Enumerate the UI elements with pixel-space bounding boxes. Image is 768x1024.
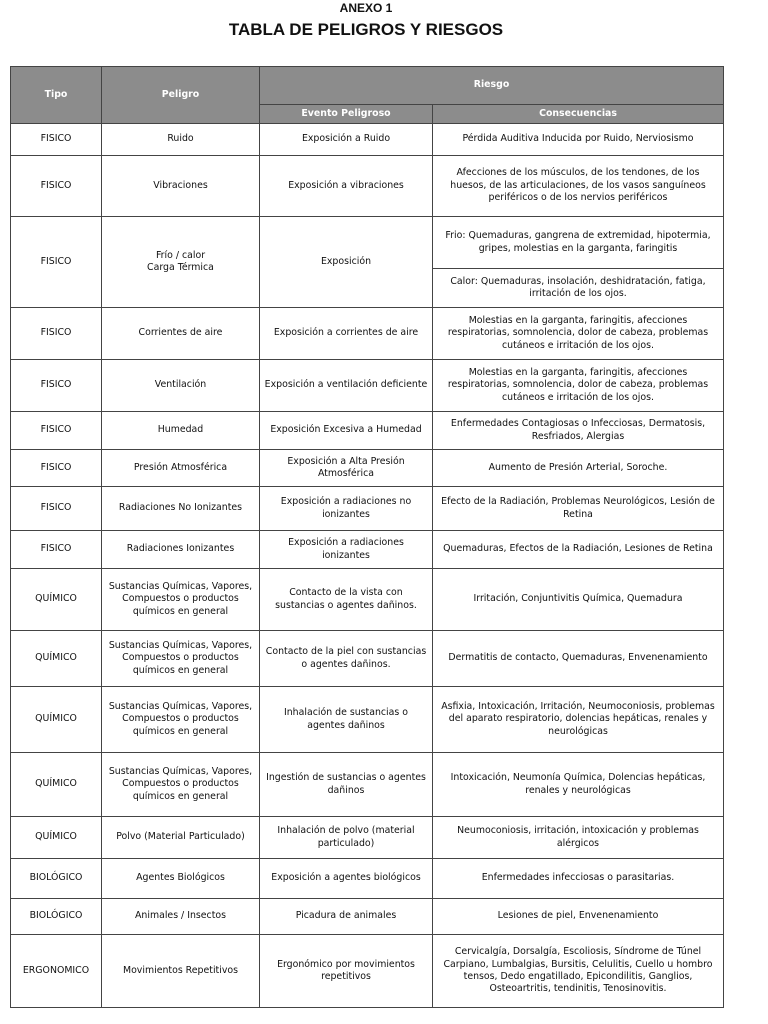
cell-tipo: QUÍMICO xyxy=(11,753,102,817)
table-row xyxy=(11,217,724,269)
table-row xyxy=(11,124,724,156)
cell-consecuencias: Dermatitis de contacto, Quemaduras, Envenenamiento xyxy=(433,631,724,687)
cell-tipo: QUÍMICO xyxy=(11,569,102,631)
cell-peligro: Ventilación xyxy=(102,360,260,412)
table-row xyxy=(11,859,724,899)
cell-consecuencias: Enfermedades Contagiosas o Infecciosas, Dermatosis, Resfriados, Alergias xyxy=(433,412,724,450)
cell-evento: Ergonómico por movimientos repetitivos xyxy=(260,935,433,1008)
cell-tipo: FISICO xyxy=(11,487,102,531)
cell-peligro: Radiaciones Ionizantes xyxy=(102,531,260,569)
cell-peligro: Vibraciones xyxy=(102,156,260,217)
cell-tipo: FISICO xyxy=(11,360,102,412)
header-consecuencias: Consecuencias xyxy=(433,105,724,124)
cell-peligro: Corrientes de aire xyxy=(102,308,260,360)
cell-tipo: FISICO xyxy=(11,308,102,360)
cell-consecuencias: Afecciones de los músculos, de los tendones, de los huesos, de las articulaciones, de los vasos sanguíneos periféricos o de los nervios periféricos xyxy=(433,156,724,217)
cell-tipo: FISICO xyxy=(11,124,102,156)
cell-evento: Exposición xyxy=(260,217,433,308)
table-body xyxy=(11,124,724,1008)
cell-evento: Exposición a agentes biológicos xyxy=(260,859,433,899)
table-row xyxy=(11,569,724,631)
cell-consecuencias: Molestias en la garganta, faringitis, afecciones respiratorias, somnolencia, dolor de cabeza, problemas cutáneos e irritación de los ojos. xyxy=(433,360,724,412)
cell-tipo: BIOLÓGICO xyxy=(11,859,102,899)
cell-peligro: Presión Atmosférica xyxy=(102,450,260,487)
cell-tipo: FISICO xyxy=(11,217,102,308)
cell-tipo: FISICO xyxy=(11,412,102,450)
table-row xyxy=(11,687,724,753)
cell-consecuencias: Calor: Quemaduras, insolación, deshidratación, fatiga, irritación de los ojos. xyxy=(433,269,724,308)
cell-peligro: Sustancias Químicas, Vapores, Compuestos o productos químicos en general xyxy=(102,687,260,753)
table-row xyxy=(11,156,724,217)
cell-evento: Exposición a Alta Presión Atmosférica xyxy=(260,450,433,487)
cell-evento: Exposición a vibraciones xyxy=(260,156,433,217)
cell-peligro: Ruido xyxy=(102,124,260,156)
cell-tipo: FISICO xyxy=(11,450,102,487)
cell-tipo: FISICO xyxy=(11,156,102,217)
cell-peligro: Polvo (Material Particulado) xyxy=(102,817,260,859)
annex-label: ANEXO 1 xyxy=(339,1,393,15)
header-tipo: Tipo xyxy=(11,67,102,124)
cell-peligro: Sustancias Químicas, Vapores, Compuestos o productos químicos en general xyxy=(102,569,260,631)
cell-consecuencias: Pérdida Auditiva Inducida por Ruido, Nerviosismo xyxy=(433,124,724,156)
table-row xyxy=(11,899,724,935)
cell-consecuencias: Molestias en la garganta, faringitis, afecciones respiratorias, somnolencia, dolor de cabeza, problemas cutáneos e irritación de los ojos. xyxy=(433,308,724,360)
table-row xyxy=(11,412,724,450)
cell-evento: Inhalación de polvo (material particulado) xyxy=(260,817,433,859)
cell-peligro: Sustancias Químicas, Vapores, Compuestos o productos químicos en general xyxy=(102,753,260,817)
header-peligro: Peligro xyxy=(102,67,260,124)
cell-evento: Exposición a radiaciones ionizantes xyxy=(260,531,433,569)
cell-peligro: Animales / Insectos xyxy=(102,899,260,935)
cell-evento: Contacto de la vista con sustancias o agentes dañinos. xyxy=(260,569,433,631)
table-row xyxy=(11,817,724,859)
cell-peligro: Frío / calor Carga Térmica xyxy=(102,217,260,308)
table-row xyxy=(11,360,724,412)
table-row xyxy=(11,631,724,687)
cell-peligro: Humedad xyxy=(102,412,260,450)
cell-consecuencias: Neumoconiosis, irritación, intoxicación y problemas alérgicos xyxy=(433,817,724,859)
header-evento-peligroso: Evento Peligroso xyxy=(260,105,433,124)
cell-evento: Picadura de animales xyxy=(260,899,433,935)
cell-tipo: BIOLÓGICO xyxy=(11,899,102,935)
cell-evento: Exposición Excesiva a Humedad xyxy=(260,412,433,450)
cell-evento: Contacto de la piel con sustancias o agentes dañinos. xyxy=(260,631,433,687)
cell-peligro: Agentes Biológicos xyxy=(102,859,260,899)
cell-evento: Exposición a Ruido xyxy=(260,124,433,156)
cell-peligro: Radiaciones No Ionizantes xyxy=(102,487,260,531)
hazards-table xyxy=(10,66,724,1008)
cell-tipo: ERGONOMICO xyxy=(11,935,102,1008)
cell-evento: Ingestión de sustancias o agentes dañinos xyxy=(260,753,433,817)
table-row xyxy=(11,935,724,1008)
cell-tipo: FISICO xyxy=(11,531,102,569)
table-row xyxy=(11,531,724,569)
cell-consecuencias: Quemaduras, Efectos de la Radiación, Lesiones de Retina xyxy=(433,531,724,569)
cell-evento: Exposición a corrientes de aire xyxy=(260,308,433,360)
cell-consecuencias: Irritación, Conjuntivitis Química, Quemadura xyxy=(433,569,724,631)
page-title: TABLA DE PELIGROS Y RIESGOS xyxy=(228,20,504,39)
table-row xyxy=(11,308,724,360)
cell-tipo: QUÍMICO xyxy=(11,817,102,859)
cell-evento: Exposición a ventilación deficiente xyxy=(260,360,433,412)
cell-tipo: QUÍMICO xyxy=(11,687,102,753)
cell-consecuencias: Asfixia, Intoxicación, Irritación, Neumoconiosis, problemas del aparato respiratorio, dolencias hepáticas, renales y neurológicas xyxy=(433,687,724,753)
table-row xyxy=(11,450,724,487)
cell-consecuencias: Lesiones de piel, Envenenamiento xyxy=(433,899,724,935)
cell-consecuencias: Efecto de la Radiación, Problemas Neurológicos, Lesión de Retina xyxy=(433,487,724,531)
cell-peligro: Sustancias Químicas, Vapores, Compuestos o productos químicos en general xyxy=(102,631,260,687)
cell-consecuencias: Enfermedades infecciosas o parasitarias. xyxy=(433,859,724,899)
cell-consecuencias: Intoxicación, Neumonía Química, Dolencias hepáticas, renales y neurológicas xyxy=(433,753,724,817)
header-riesgo: Riesgo xyxy=(260,67,724,105)
cell-tipo: QUÍMICO xyxy=(11,631,102,687)
table-row xyxy=(11,487,724,531)
cell-evento: Exposición a radiaciones no ionizantes xyxy=(260,487,433,531)
cell-peligro: Movimientos Repetitivos xyxy=(102,935,260,1008)
cell-consecuencias: Frio: Quemaduras, gangrena de extremidad, hipotermia, gripes, molestias en la garganta, faringitis xyxy=(433,217,724,269)
cell-consecuencias: Aumento de Presión Arterial, Soroche. xyxy=(433,450,724,487)
cell-evento: Inhalación de sustancias o agentes dañinos xyxy=(260,687,433,753)
table-row xyxy=(11,753,724,817)
cell-consecuencias: Cervicalgía, Dorsalgía, Escoliosis, Síndrome de Túnel Carpiano, Lumbalgias, Bursitis, Celulitis, Cuello u hombro tensos, Dedo engatillado, Epicondilitis, Ganglios, Osteoartritis, tendinitis, Tenosinovitis. xyxy=(433,935,724,1008)
